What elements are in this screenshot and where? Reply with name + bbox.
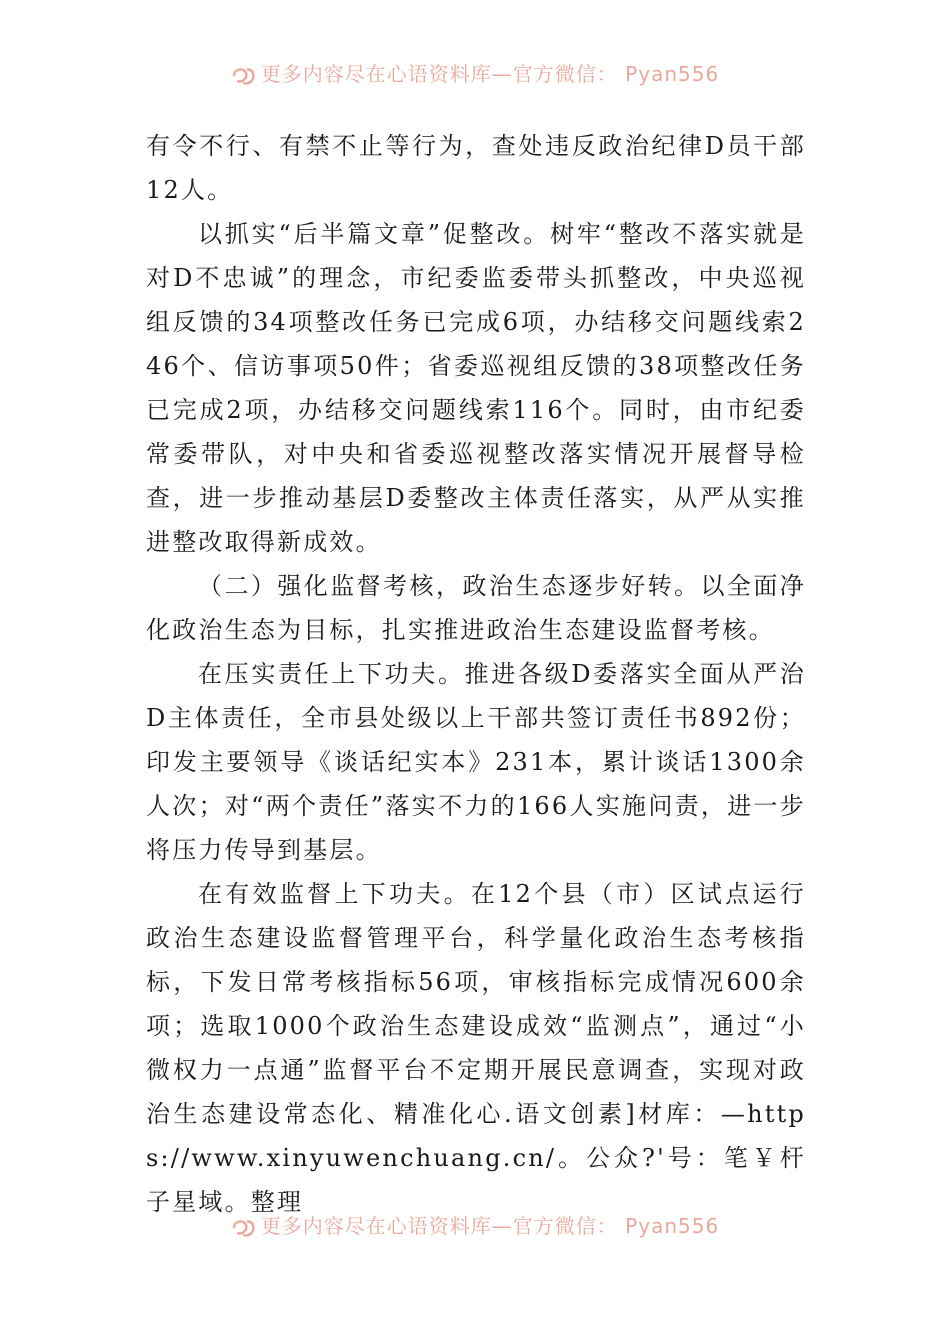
footer-watermark-text: 更多内容尽在心语资料库—官方微信： Pyan556: [260, 1214, 720, 1238]
header-watermark: [0, 58, 950, 87]
paragraph-3: 在压实责任上下功夫。推进各级D委落实全面从严治D主体责任，全市县处级以上干部共签订责任书892份；印发主要领导《谈话纪实本》231本，累计谈话1300余人次；对“两个责任”落实不力的166人实施问责，进一步将压力传导到基层。: [146, 660, 806, 864]
logo-icon: [231, 65, 257, 87]
header-watermark-text: 更多内容尽在心语资料库—官方微信： Pyan556: [260, 62, 720, 86]
paragraph-1: 有令不行、有禁不止等行为，查处违反政治纪律D员干部12人。: [146, 132, 806, 204]
document-body: [146, 124, 806, 1224]
section-heading-2: （二）强化监督考核，政治生态逐步好转。以全面净化政治生态为目标，扎实推进政治生态建设监督考核。: [146, 572, 806, 644]
paragraph-2: 以抓实“后半篇文章”促整改。树牢“整改不落实就是对D不忠诚”的理念，市纪委监委带头抓整改，中央巡视组反馈的34项整改任务已完成6项，办结移交问题线索246个、信访事项50件；省委巡视组反馈的38项整改任务已完成2项，办结移交问题线索116个。同时，由市纪委常委带队，对中央和省委巡视整改落实情况开展督导检查，进一步推动基层D委整改主体责任落实，从严从实推进整改取得新成效。: [146, 220, 806, 556]
logo-icon: [231, 1217, 257, 1239]
paragraph-4: 在有效监督上下功夫。在12个县（市）区试点运行政治生态建设监督管理平台，科学量化政治生态考核指标，下发日常考核指标56项，审核指标完成情况600余项；选取1000个政治生态建设成效“监测点”，通过“小微权力一点通”监督平台不定期开展民意调查，实现对政治生态建设常态化、精准化心.语文创素]材库：—https://www.xinyuwenchuang.cn/。公众?'号：笔￥杆子星域。整理: [146, 880, 806, 1216]
footer-watermark: [0, 1210, 950, 1239]
